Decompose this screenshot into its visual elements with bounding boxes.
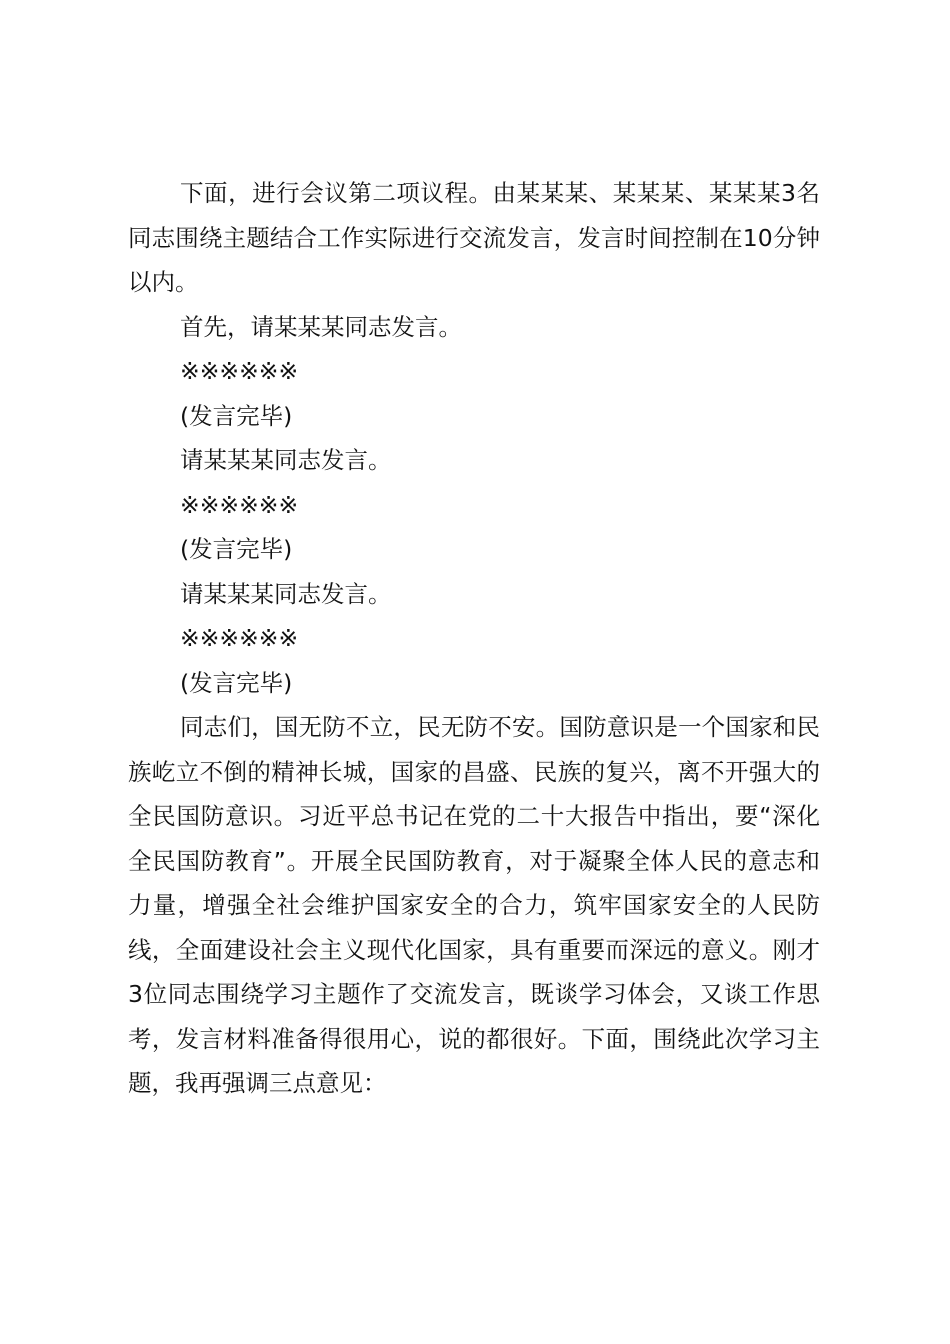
speech-placeholder: ※※※※※※ — [180, 490, 299, 519]
document-body — [128, 171, 820, 1106]
agenda-paragraph: 下面，进行会议第二项议程。由某某某、某某某、某某某3名同志围绕主题结合工作实际进行交流发言，发言时间控制在10分钟以内。 — [128, 179, 820, 296]
closing-remarks-paragraph: 同志们，国无防不立，民无防不安。国防意识是一个国家和民族屹立不倒的精神长城，国家的昌盛、民族的复兴，离不开强大的全民国防意识。习近平总书记在党的二十大报告中指出，要“深化全民国防教育”。开展全民国防教育，对于凝聚全体人民的意志和力量，增强全社会维护国家安全的合力，筑牢国家安全的人民防线，全面建设社会主义现代化国家，具有重要而深远的意义。刚才3位同志围绕学习主题作了交流发言，既谈学习体会，又谈工作思考，发言材料准备得很用心，说的都很好。下面，围绕此次学习主题，我再强调三点意见： — [128, 713, 820, 1097]
speech-placeholder: ※※※※※※ — [180, 624, 299, 652]
second-speaker-line: 请某某某同志发言。 — [180, 446, 392, 474]
third-speaker-line: 请某某某同志发言。 — [180, 579, 392, 608]
speech-placeholder: ※※※※※※ — [180, 357, 299, 385]
speech-finished-note: (发言完毕) — [180, 668, 293, 697]
first-speaker-line: 首先，请某某某同志发言。 — [180, 312, 462, 341]
speech-finished-note: (发言完毕) — [180, 535, 293, 563]
speech-finished-note: (发言完毕) — [180, 401, 293, 430]
